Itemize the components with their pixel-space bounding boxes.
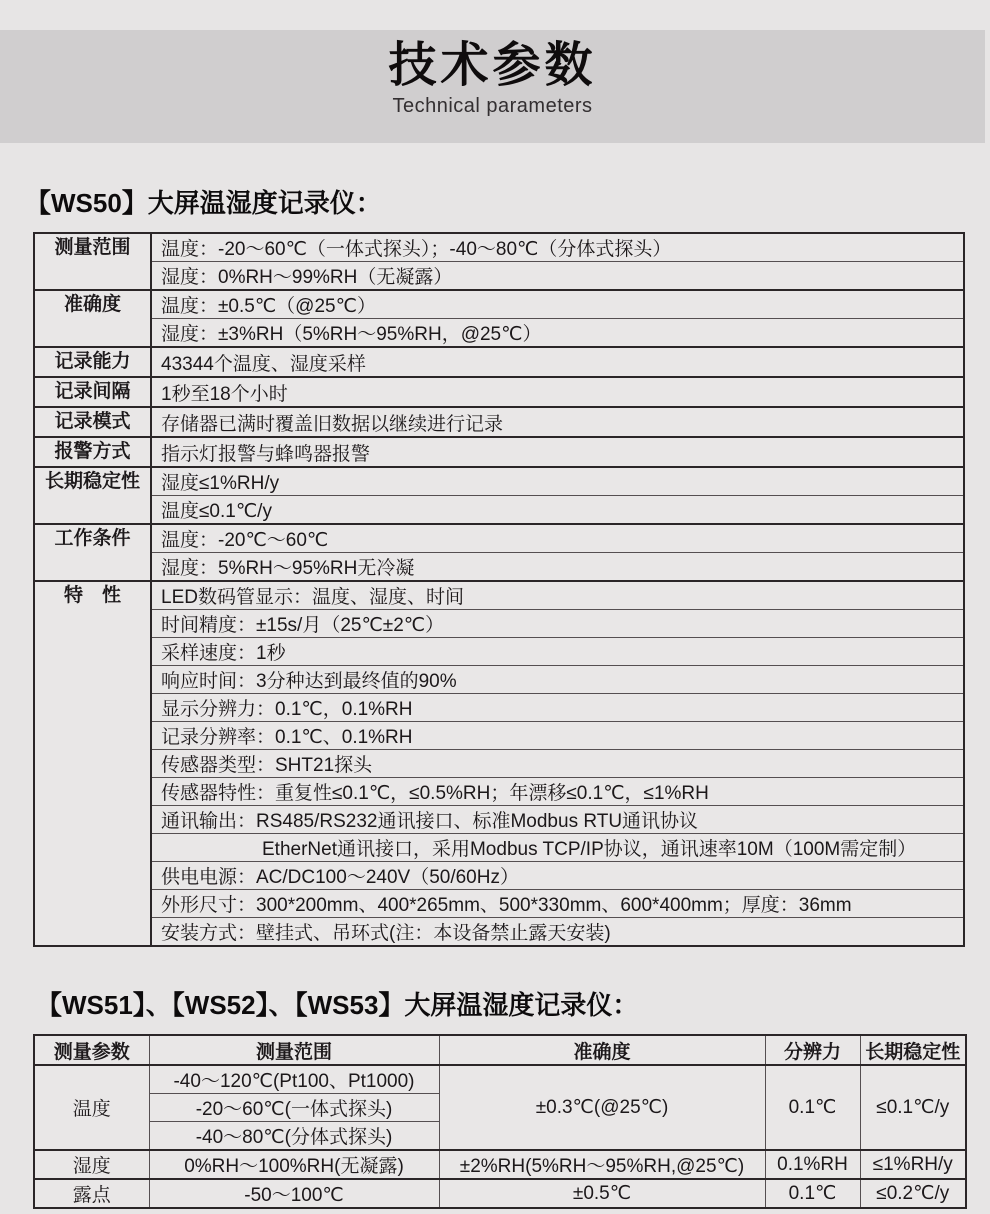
table-row <box>34 467 964 496</box>
range-cell: -40～80℃(分体式探头) <box>149 1122 439 1151</box>
row-value: 通讯输出：RS485/RS232通讯接口、标准Modbus RTU通讯协议 <box>151 806 964 834</box>
table-row <box>34 778 964 806</box>
row-label: 测量范围 <box>34 233 151 290</box>
row-value: 指示灯报警与蜂鸣器报警 <box>151 437 964 467</box>
row-value: 湿度：5%RH～95%RH无冷凝 <box>151 553 964 582</box>
resolution-cell: 0.1℃ <box>765 1179 860 1208</box>
row-value: 传感器类型：SHT21探头 <box>151 750 964 778</box>
table-row <box>34 347 964 377</box>
row-value: 安装方式：壁挂式、吊环式(注：本设备禁止露天安装) <box>151 918 964 947</box>
row-value: 外形尺寸：300*200mm、400*265mm、500*330mm、600*400mm；厚度：36mm <box>151 890 964 918</box>
resolution-cell: 0.1%RH <box>765 1150 860 1179</box>
resolution-cell: 0.1℃ <box>765 1065 860 1150</box>
table-row <box>34 262 964 291</box>
row-value: 记录分辨率：0.1℃、0.1%RH <box>151 722 964 750</box>
row-value: 显示分辨力：0.1℃，0.1%RH <box>151 694 964 722</box>
section2-heading: 【WS51】、【WS52】、【WS53】大屏温湿度记录仪： <box>36 990 639 1020</box>
row-value: 采样速度：1秒 <box>151 638 964 666</box>
row-value: 温度≤0.1℃/y <box>151 496 964 525</box>
table-row <box>34 918 964 947</box>
table-row <box>34 722 964 750</box>
accuracy-cell: ±0.3℃(@25℃) <box>439 1065 765 1150</box>
table-header-row <box>34 1035 966 1065</box>
range-cell: -40～120℃(Pt100、Pt1000) <box>149 1065 439 1094</box>
range-cell: -50～100℃ <box>149 1179 439 1208</box>
table-row <box>34 1065 966 1094</box>
row-value: LED数码管显示：温度、湿度、时间 <box>151 581 964 610</box>
row-label: 记录能力 <box>34 347 151 377</box>
stability-cell: ≤0.1℃/y <box>860 1065 966 1150</box>
row-label: 记录模式 <box>34 407 151 437</box>
row-value: 温度：-20℃～60℃ <box>151 524 964 553</box>
column-header: 准确度 <box>439 1035 765 1065</box>
column-header: 测量参数 <box>34 1035 149 1065</box>
row-value: 温度：-20～60℃（一体式探头）；-40～80℃（分体式探头） <box>151 233 964 262</box>
table-row <box>34 581 964 610</box>
ws51-53-spec-table <box>33 1034 967 1209</box>
accuracy-cell: ±2%RH(5%RH～95%RH,@25℃) <box>439 1150 765 1179</box>
table-row <box>34 553 964 582</box>
row-value: 温度：±0.5℃（@25℃） <box>151 290 964 319</box>
table-row <box>34 496 964 525</box>
param-cell: 温度 <box>34 1065 149 1150</box>
row-value-continuation: EtherNet通讯接口，采用Modbus TCP/IP协议，通讯速率10M（100M需定制） <box>151 834 964 862</box>
table-row <box>34 890 964 918</box>
row-value: 湿度≤1%RH/y <box>151 467 964 496</box>
table-row <box>34 319 964 348</box>
param-cell: 露点 <box>34 1179 149 1208</box>
table-row <box>34 377 964 407</box>
range-cell: -20～60℃(一体式探头) <box>149 1094 439 1122</box>
stability-cell: ≤0.2℃/y <box>860 1179 966 1208</box>
row-value: 存储器已满时覆盖旧数据以继续进行记录 <box>151 407 964 437</box>
range-cell: 0%RH～100%RH(无凝露) <box>149 1150 439 1179</box>
table-row <box>34 407 964 437</box>
row-label: 特 性 <box>34 581 151 946</box>
table-row <box>34 233 964 262</box>
table-row <box>34 290 964 319</box>
header-band <box>0 30 985 143</box>
row-value: 时间精度：±15s/月（25℃±2℃） <box>151 610 964 638</box>
ws50-spec-table <box>33 232 965 947</box>
row-value: 响应时间：3分种达到最终值的90% <box>151 666 964 694</box>
row-value: 湿度：±3%RH（5%RH～95%RH，@25℃） <box>151 319 964 348</box>
accuracy-cell: ±0.5℃ <box>439 1179 765 1208</box>
stability-cell: ≤1%RH/y <box>860 1150 966 1179</box>
table-row <box>34 1150 966 1179</box>
column-header: 分辨力 <box>765 1035 860 1065</box>
row-value: 传感器特性：重复性≤0.1℃，≤0.5%RH；年漂移≤0.1℃，≤1%RH <box>151 778 964 806</box>
row-value: 43344个温度、湿度采样 <box>151 347 964 377</box>
table-row <box>34 806 964 834</box>
table-row <box>34 524 964 553</box>
page-subtitle: Technical parameters <box>392 95 593 117</box>
row-label: 记录间隔 <box>34 377 151 407</box>
row-value: 供电电源：AC/DC100～240V（50/60Hz） <box>151 862 964 890</box>
row-label: 报警方式 <box>34 437 151 467</box>
param-cell: 湿度 <box>34 1150 149 1179</box>
table-row <box>34 1179 966 1208</box>
row-value: 湿度：0%RH～99%RH（无凝露） <box>151 262 964 291</box>
table-row <box>34 638 964 666</box>
table-row <box>34 666 964 694</box>
column-header: 测量范围 <box>149 1035 439 1065</box>
table-row <box>34 750 964 778</box>
row-label: 工作条件 <box>34 524 151 581</box>
table-row <box>34 437 964 467</box>
table-row <box>34 694 964 722</box>
row-label: 准确度 <box>34 290 151 347</box>
column-header: 长期稳定性 <box>860 1035 966 1065</box>
row-value: 1秒至18个小时 <box>151 377 964 407</box>
table-row <box>34 862 964 890</box>
page-title: 技术参数 <box>388 39 597 92</box>
row-label: 长期稳定性 <box>34 467 151 524</box>
section1-heading: 【WS50】大屏温湿度记录仪： <box>25 188 382 218</box>
table-row <box>34 610 964 638</box>
table-row <box>34 834 964 862</box>
